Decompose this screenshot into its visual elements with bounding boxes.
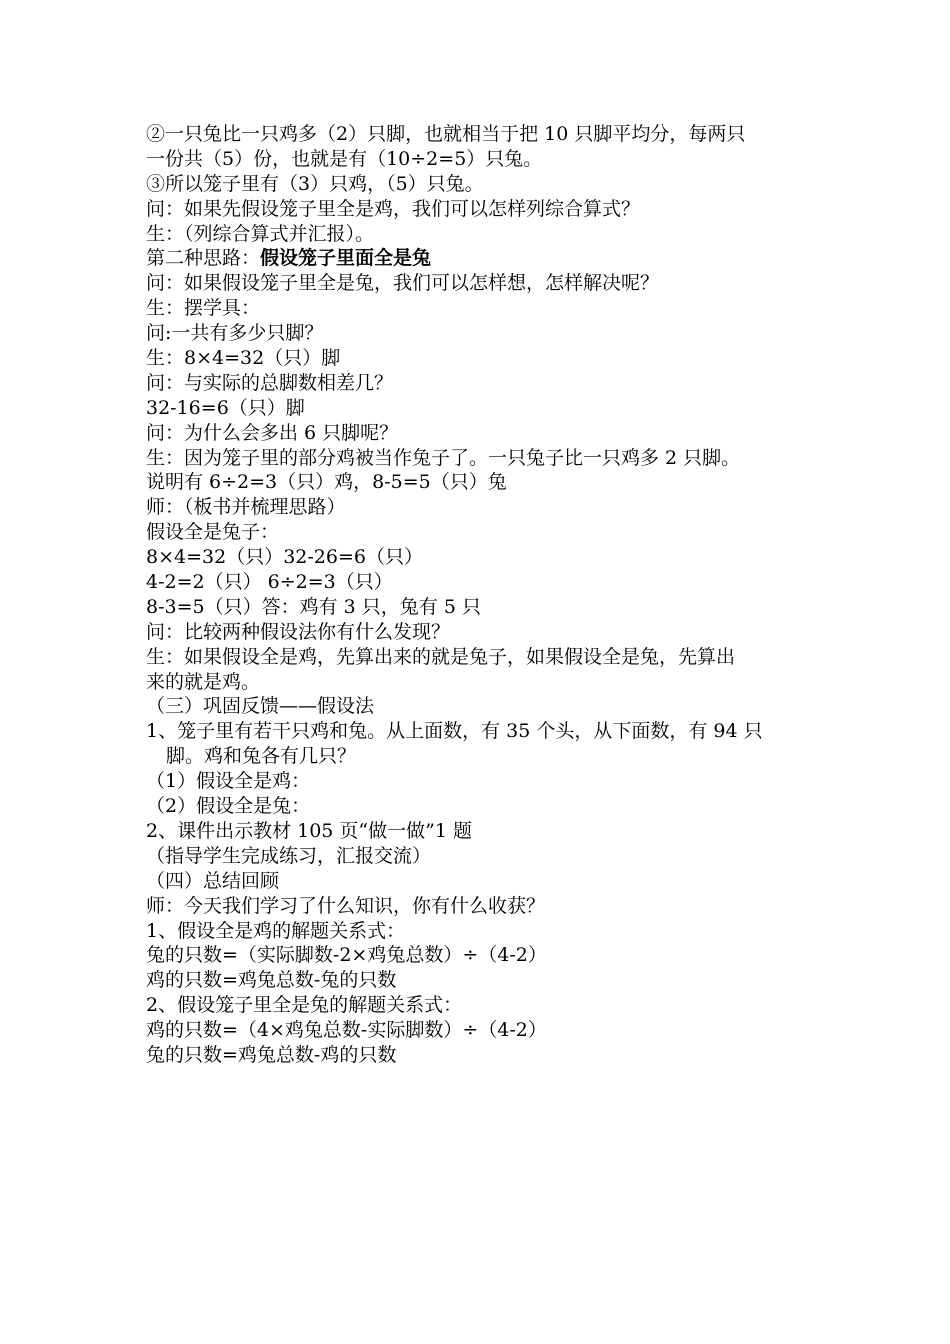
text-line: 问：与实际的总脚数相差几？ — [146, 371, 394, 394]
text-line: 8-3=5（只）答：鸡有 3 只，兔有 5 只 — [146, 595, 481, 618]
text-line: 生：（列综合算式并汇报）。 — [146, 222, 375, 245]
text-line: 假设全是兔子： — [146, 521, 280, 544]
text-line: 1、笼子里有若干只鸡和兔。从上面数，有 35 个头，从下面数，有 94 只 — [146, 720, 763, 743]
section-heading — [146, 246, 816, 271]
text-line: 脚。鸡和兔各有几只？ — [166, 745, 357, 768]
text-line: 问:一共有多少只脚？ — [146, 322, 324, 345]
text-line: 鸡的只数=鸡兔总数-兔的只数 — [146, 969, 397, 992]
text-line: 兔的只数=鸡兔总数-鸡的只数 — [146, 1043, 397, 1066]
text-line: 2、假设笼子里全是兔的解题关系式： — [146, 994, 463, 1017]
heading-prefix: 第二种思路： — [146, 247, 261, 270]
text-line: 问：为什么会多出 6 只脚呢？ — [146, 421, 399, 444]
text-line: （2）假设全是兔： — [146, 795, 311, 818]
text-line: ②一只兔比一只鸡多（2）只脚，也就相当于把 10 只脚平均分，每两只 — [146, 123, 746, 145]
text-line: 1、假设全是鸡的解题关系式： — [146, 919, 406, 942]
text-line: 8×4=32（只）32-26=6（只） — [146, 546, 423, 569]
document-page — [146, 122, 816, 1068]
text-line: （三）巩固反馈——假设法 — [146, 695, 375, 718]
text-line: （指导学生完成练习，汇报交流） — [146, 844, 432, 867]
text-line: （四）总结回顾 — [146, 869, 280, 892]
text-line: 来的就是鸡。 — [146, 670, 261, 693]
text-line: 一份共（5）份，也就是有（10÷2=5）只兔。 — [146, 147, 543, 170]
text-line: 问：如果先假设笼子里全是鸡，我们可以怎样列综合算式？ — [146, 197, 641, 220]
text-line: 32-16=6（只）脚 — [146, 396, 305, 419]
text-line: 鸡的只数=（4×鸡兔总数-实际脚数）÷（4-2） — [146, 1019, 547, 1042]
text-line: 4-2=2（只） 6÷2=3（只） — [146, 571, 393, 594]
heading-bold: 假设笼子里面全是兔 — [260, 247, 432, 270]
text-line: 兔的只数=（实际脚数-2×鸡兔总数）÷（4-2） — [146, 944, 547, 967]
text-line: 师：今天我们学习了什么知识，你有什么收获？ — [146, 894, 546, 917]
text-line: ③所以笼子里有（3）只鸡，（5）只兔。 — [146, 172, 484, 195]
text-line: 2、课件出示教材 105 页“做一做”1 题 — [146, 819, 472, 842]
text-line: 生：摆学具： — [146, 297, 261, 320]
text-line: 生：8×4=32（只）脚 — [146, 347, 341, 370]
text-line: 问：比较两种假设法你有什么发现？ — [146, 620, 451, 643]
text-line: （1）假设全是鸡： — [146, 770, 311, 793]
text-line: 问：如果假设笼子里全是兔，我们可以怎样想，怎样解决呢？ — [146, 272, 660, 295]
text-line: 生：因为笼子里的部分鸡被当作兔子了。一只兔子比一只鸡多 2 只脚。 — [146, 446, 741, 469]
text-line: 生：如果假设全是鸡，先算出来的就是兔子，如果假设全是兔，先算出 — [146, 645, 736, 668]
text-line: 说明有 6÷2=3（只）鸡，8-5=5（只）兔 — [146, 471, 507, 494]
text-line: 师：（板书并梳理思路） — [146, 496, 346, 519]
